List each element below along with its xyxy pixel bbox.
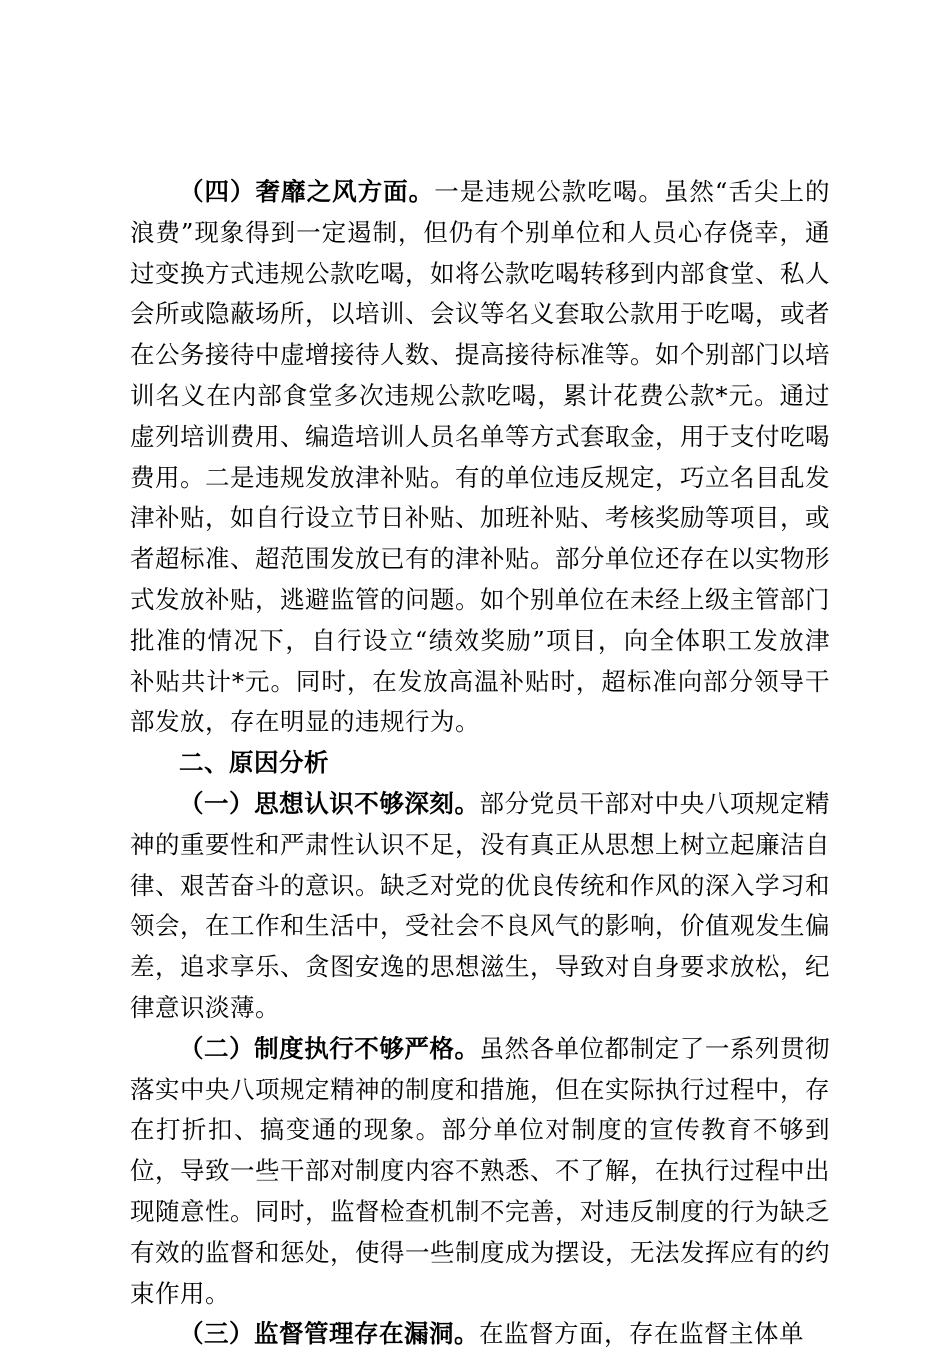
paragraph-lead: （二）制度执行不够严格。 xyxy=(179,1033,480,1063)
paragraph-lead: （三）监督管理存在漏洞。 xyxy=(179,1319,479,1349)
paragraph-text: 虽然各单位都制定了一系列贯彻落实中央八项规定精神的制度和措施，但在实际执行过程中，存在打折扣、搞变通的现象。部分单位对制度的宣传教育不够到位，导致一些干部对制度内容不熟悉、不了解，在执行过程中出现随意性。同时，监督检查机制不完善，对违反制度的行为缺乏有效的监督和惩处，使得一些制度成为摆设，无法发挥应有的约束作用。 xyxy=(130,1033,831,1308)
paragraph-lead: （一）思想认识不够深刻。 xyxy=(179,788,480,818)
paragraph-system xyxy=(130,1029,830,1315)
paragraph-extravagance xyxy=(130,172,830,743)
paragraph-text: 在监督方面，存在监督主体单 xyxy=(479,1319,804,1349)
paragraph-text: 一是违规公款吃喝。虽然“舌尖上的浪费”现象得到一定遏制，但仍有个别单位和人员心存侥幸，通过变换方式违规公款吃喝，如将公款吃喝转移到内部食堂、私人会所或隐蔽场所，以培训、会议等名义套取公款用于吃喝，或者在公务接待中虚增接待人数、提高接待标准等。如个别部门以培训名义在内部食堂多次违规公款吃喝，累计花费公款*元。通过虚列培训费用、编造培训人员名单等方式套取金，用于支付吃喝费用。二是违规发放津补贴。有的单位违反规定，巧立名目乱发津补贴，如自行设立节日补贴、加班补贴、考核奖励等项目，或者超标准、超范围发放已有的津补贴。部分单位还存在以实物形式发放补贴，逃避监管的问题。如个别单位在未经上级主管部门批准的情况下，自行设立“绩效奖励”项目，向全体职工发放津补贴共计*元。同时，在发放高温补贴时，超标准向部分领导干部发放，存在明显的违规行为。 xyxy=(130,177,830,737)
paragraph-supervision xyxy=(130,1314,830,1355)
paragraph-thinking xyxy=(130,784,830,1029)
document-body xyxy=(130,172,830,1355)
section-heading: 二、原因分析 xyxy=(179,748,329,778)
paragraph-lead: （四）奢靡之风方面。 xyxy=(179,177,435,206)
paragraph-text: 部分党员干部对中央八项规定精神的重要性和严肃性认识不足，没有真正从思想上树立起廉洁自律、艰苦奋斗的意识。缺乏对党的优良传统和作风的深入学习和领会，在工作和生活中，受社会不良风气的影响，价值观发生偏差，追求享乐、贪图安逸的思想滋生，导致对自身要求放松，纪律意识淡薄。 xyxy=(130,788,831,1022)
